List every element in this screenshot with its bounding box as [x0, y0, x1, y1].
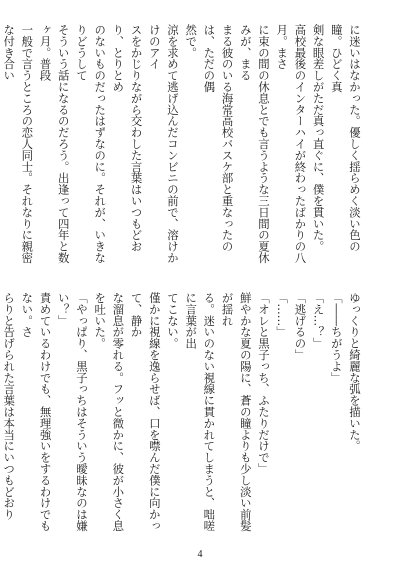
text-line: 責めているわけでも、無理強いをするわけでもない。さ: [20, 292, 53, 532]
text-line: に迷いはなかった。優しく揺らめく淡い色の瞳。ひどく真: [329, 24, 362, 252]
text-line: そういう話になるのだろう。出逢って四年と数ヶ月。普段: [38, 24, 71, 264]
text-line: 鮮やかな夏の陽に、蒼の瞳よりも少し淡い前髪が揺れ: [220, 292, 253, 532]
text-line: 涼を求めて逃げ込んだコンビニの前で、溶けかけのアイ: [147, 24, 180, 264]
text-line: スをかじりながら交わした言葉はいつもどおり、とりとめ: [111, 24, 144, 252]
text-line: まる彼のいる海常高校バスケ部と重なったのは、ただの偶: [202, 24, 235, 252]
text-line: 「え…？」: [311, 292, 326, 349]
text-line: のないものだったはずなのに。それが、いきなりどうして: [74, 24, 108, 264]
text-line: な溜息が零れる。フッと微かに、彼が小さく息を吐いた。: [93, 292, 126, 532]
text-line: 「オレと黒子っち、ふたりだけで」: [256, 292, 271, 475]
text-line: 然で。: [184, 24, 199, 59]
text-line: 「逃げるの」: [293, 292, 308, 361]
text-line: 一般で言うところの恋人同士。それなりに親密な付き合い: [2, 24, 35, 264]
text-line: 剣な眼差しがただ真っ直ぐに、僕を貫いた。: [311, 24, 326, 252]
text-line: る。迷いのない視線に貫かれてしまうと、咄嗟に言葉が出: [184, 292, 217, 532]
lower-text-block: [2, 292, 364, 536]
text-line: 「やっぱり、黒子っちはそういう曖昧なのは嫌い？」: [56, 292, 89, 532]
text-line: に束の間の休息とでも言うような三日間の夏休みが、まる: [238, 24, 271, 264]
text-line: らりと告げられた言葉は本当にいつもどおり: [2, 292, 17, 520]
text-line: ゆっくりと綺麗な弧を描いた。: [348, 292, 362, 452]
text-line: 高校最後のインターハイが終わったばかりの八月。まさ: [275, 24, 308, 264]
text-line: てこない。: [165, 292, 180, 349]
upper-text-block: [2, 24, 364, 268]
text-line: 「――ちがうよ」: [329, 292, 344, 384]
page-number: 4: [197, 549, 203, 560]
text-line: 「……」: [275, 292, 290, 338]
text-line: 僅かに視線を逸らせば、口を噤んだ僕に向かって、静か: [129, 292, 162, 532]
